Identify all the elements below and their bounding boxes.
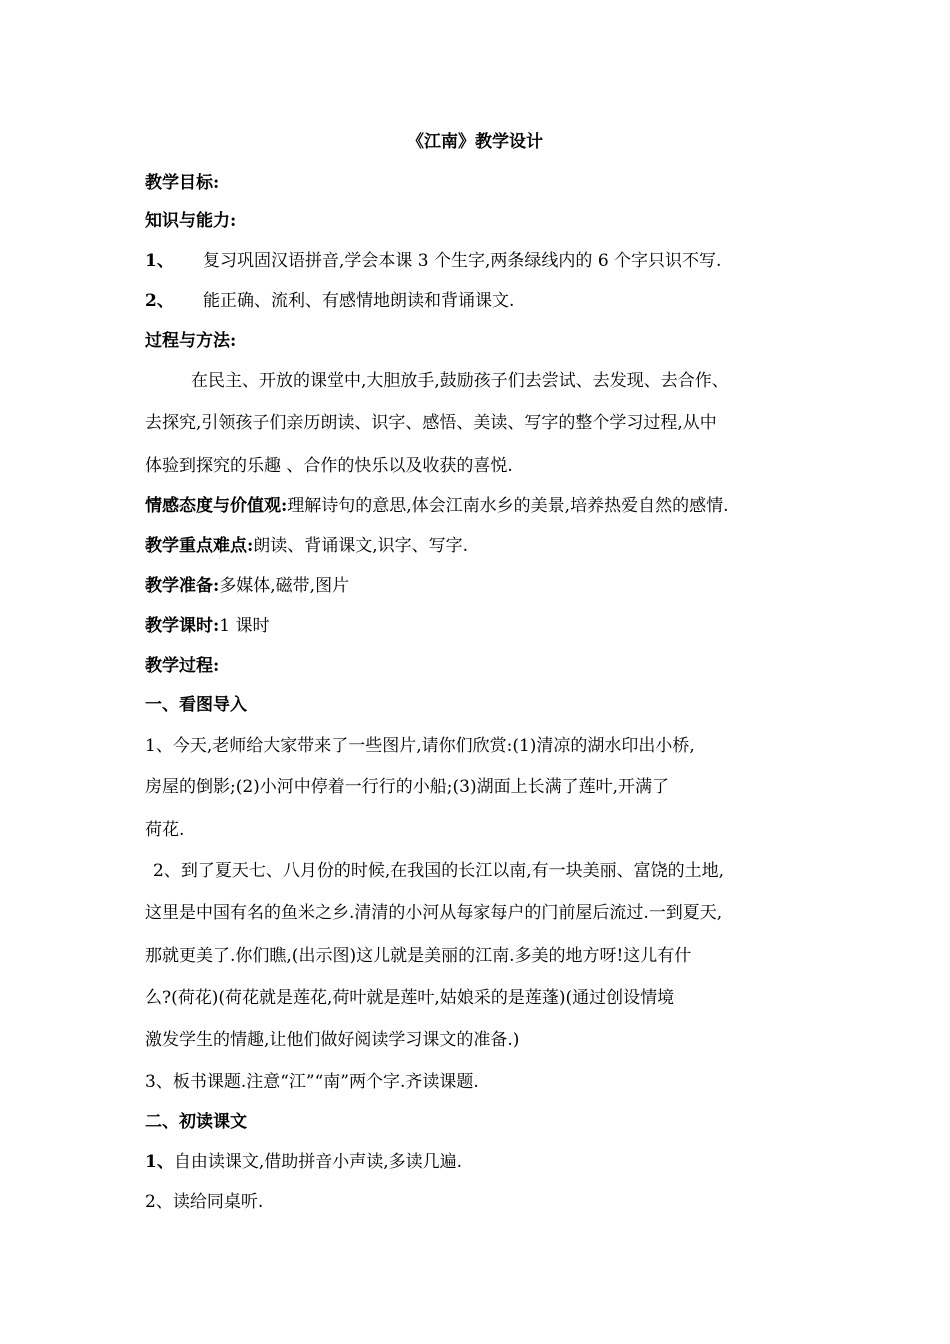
field-value: 多媒体,磁带,图片 — [219, 576, 350, 596]
field-label: 情感态度与价值观: — [145, 496, 288, 516]
paragraph-line: 在民主、开放的课堂中,大胆放手,鼓励孩子们去尝试、去发现、去合作、 — [191, 371, 729, 391]
list-number: 2、 — [145, 291, 174, 311]
field-label: 教学准备: — [145, 576, 220, 596]
paragraph-line: 去探究,引领孩子们亲历朗读、识字、感悟、美读、写字的整个学习过程,从中 — [145, 413, 717, 433]
list-text: 能正确、流利、有感情地朗读和背诵课文. — [203, 291, 515, 311]
field-value: 朗读、背诵课文,识字、写字. — [253, 536, 469, 556]
knowledge-item — [145, 290, 514, 312]
paragraph-line: 那就更美了.你们瞧,(出示图)这儿就是美丽的江南.多美的地方呀!这儿有什 — [145, 946, 692, 966]
list-item — [145, 1151, 462, 1173]
key-points — [145, 535, 468, 557]
list-text: 读给同桌听. — [172, 1192, 264, 1212]
class-period — [145, 615, 270, 637]
paragraph-line: 激发学生的情趣,让他们做好阅读学习课文的准备.) — [145, 1030, 520, 1050]
paragraph-line: 荷花. — [145, 820, 185, 840]
field-value: 1 课时 — [219, 616, 270, 636]
field-label: 教学重点难点: — [145, 536, 254, 556]
paragraph-line: 体验到探究的乐趣 、合作的快乐以及收获的喜悦. — [145, 456, 513, 476]
list-number: 1、 — [145, 1152, 174, 1172]
paragraph-line: 1、今天,老师给大家带来了一些图片,请你们欣赏:(1)清凉的湖水印出小桥, — [145, 736, 695, 756]
paragraph-line: 3、板书课题.注意“江”“南”两个字.齐读课题. — [145, 1072, 479, 1092]
field-label: 教学课时: — [145, 616, 220, 636]
preparation — [145, 575, 349, 597]
document-title: 《江南》教学设计 — [407, 132, 543, 152]
list-text: 自由读课文,借助拼音小声读,多读几遍. — [173, 1152, 463, 1172]
list-text: 复习巩固汉语拼音,学会本课 3 个生字,两条绿线内的 6 个字只识不写. — [203, 251, 722, 271]
process-heading: 过程与方法: — [145, 331, 237, 351]
section-heading: 一、看图导入 — [145, 695, 247, 715]
procedure-heading: 教学过程: — [145, 656, 220, 676]
field-value: 理解诗句的意思,体会江南水乡的美景,培养热爱自然的感情. — [287, 496, 729, 516]
paragraph-line: 这里是中国有名的鱼米之乡.清清的小河从每家每户的门前屋后流过.一到夏天, — [145, 903, 723, 923]
knowledge-item — [145, 250, 721, 272]
knowledge-heading: 知识与能力: — [145, 211, 237, 231]
list-number: 2、 — [145, 1192, 173, 1212]
list-number: 1、 — [145, 251, 174, 271]
section-heading: 二、初读课文 — [145, 1112, 247, 1132]
paragraph-line: 房屋的倒影;(2)小河中停着一行行的小船;(3)湖面上长满了莲叶,开满了 — [145, 777, 670, 797]
emotion-goal — [145, 495, 729, 517]
list-item — [145, 1191, 263, 1213]
paragraph-line: 2、到了夏天七、八月份的时候,在我国的长江以南,有一块美丽、富饶的土地, — [153, 861, 725, 881]
paragraph-line: 么?(荷花)(荷花就是莲花,荷叶就是莲叶,姑娘采的是莲蓬)(通过创设情境 — [145, 988, 675, 1008]
goals-heading: 教学目标: — [145, 173, 220, 193]
